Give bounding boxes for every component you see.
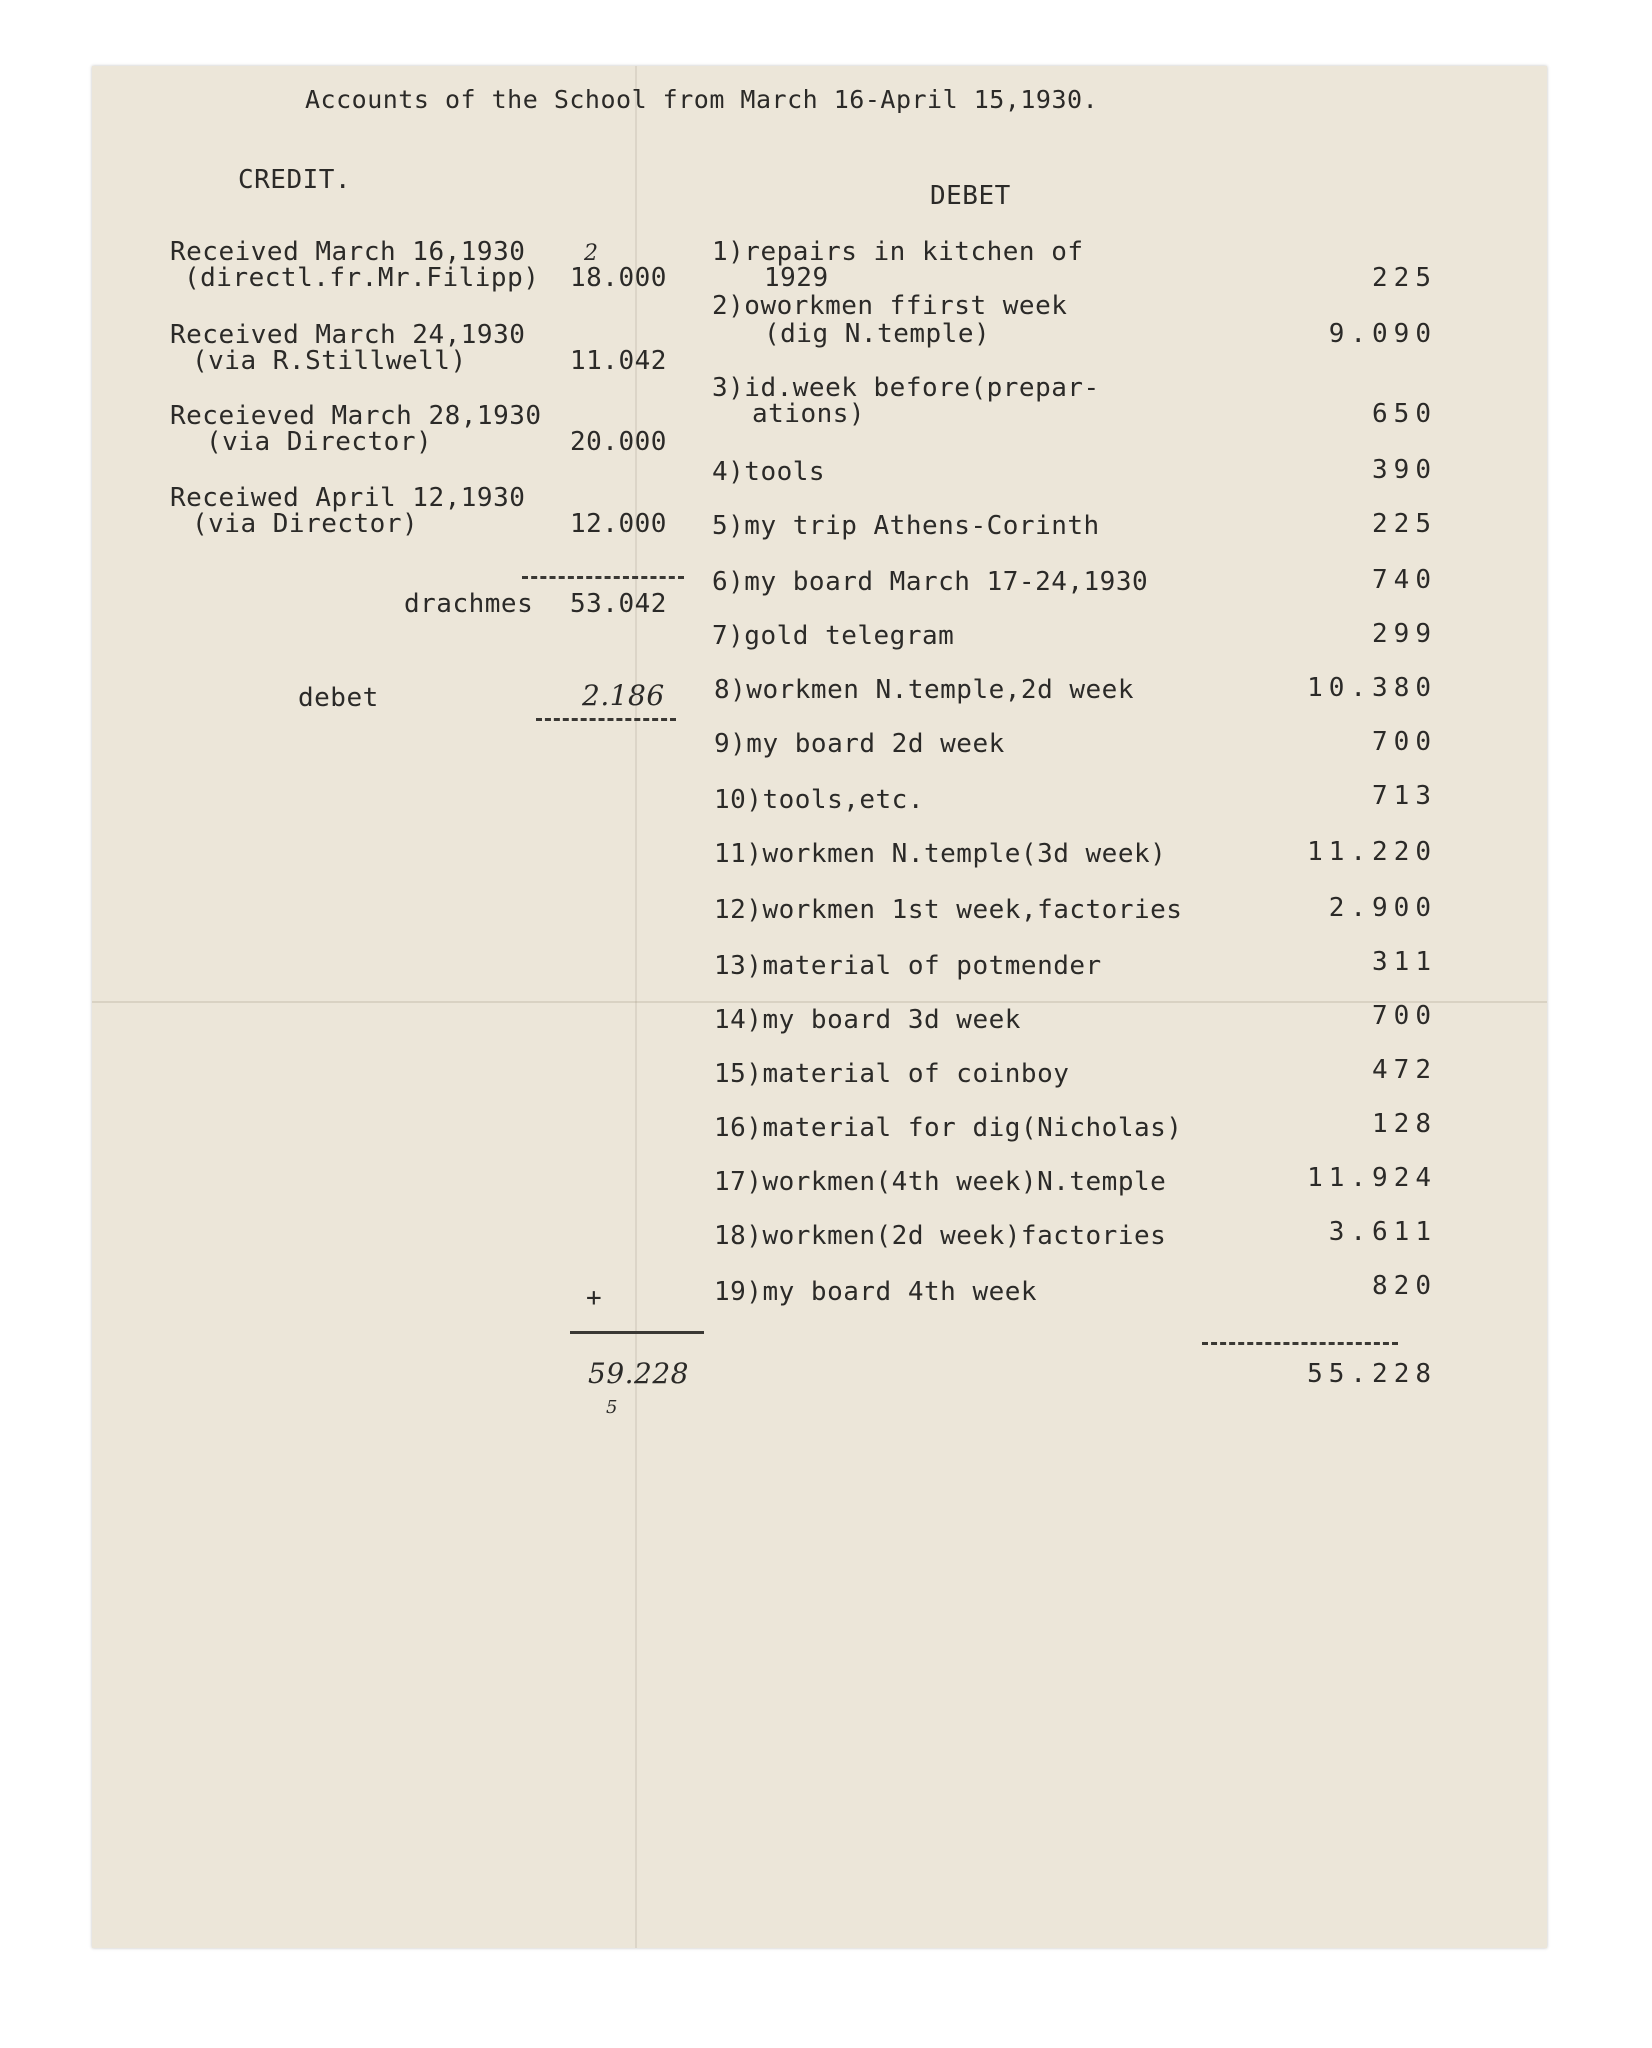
credit-entry-1-handwritten-note: 2 [584,241,599,266]
credit-total-amount: 53.042 [570,589,667,619]
credit-heading: CREDIT. [238,165,352,195]
credit-entry-2-line2: (via R.Stillwell) [192,346,467,376]
debet-item-13-amount: 311 [1372,947,1437,977]
debet-item-3-line1: 3)id.week before(prepar- [712,373,1100,403]
debet-heading: DEBET [930,181,1011,211]
debet-item-4: 4)tools [712,457,826,487]
credit-debet-amount: 2.186 [582,679,665,712]
credit-entry-2-line1: Received March 24,1930 [170,320,526,350]
debet-item-3-amount: 650 [1372,399,1437,429]
plus-sign: + [586,1283,603,1313]
debet-item-6: 6)my board March 17-24,1930 [712,567,1149,597]
credit-final-total: 59.228 [588,1357,689,1390]
credit-entry-3-line1: Receieved March 28,1930 [170,401,542,431]
debet-item-10: 10)tools,etc. [714,785,924,815]
debet-item-9-amount: 700 [1372,727,1437,757]
debet-dash-rule [1202,1342,1398,1345]
credit-entry-2-amount: 11.042 [570,346,667,376]
debet-item-7-amount: 299 [1372,619,1437,649]
debet-item-14-amount: 700 [1372,1001,1437,1031]
debet-total: 55.228 [1307,1359,1437,1389]
credit-entry-3-amount: 20.000 [570,427,667,457]
credit-entry-1-line1: Received March 16,1930 [170,237,526,267]
debet-item-16: 16)material for dig(Nicholas) [714,1113,1183,1143]
debet-item-17: 17)workmen(4th week)N.temple [714,1167,1167,1197]
credit-dash-rule [522,576,684,579]
debet-item-2-amount: 9.090 [1328,319,1437,349]
credit-entry-3-line2: (via Director) [206,427,433,457]
credit-final-note: 5 [606,1397,618,1418]
document-page [92,66,1547,1948]
credit-debet-dash-rule [536,718,676,721]
debet-item-19: 19)my board 4th week [714,1277,1038,1307]
debet-item-5: 5)my trip Athens-Corinth [712,511,1100,541]
debet-item-3-line2: ations) [752,399,866,429]
debet-item-17-amount: 11.924 [1307,1163,1437,1193]
debet-item-8-amount: 10.380 [1307,673,1437,703]
debet-item-12: 12)workmen 1st week,factories [714,895,1183,925]
debet-item-8: 8)workmen N.temple,2d week [714,675,1134,705]
debet-item-10-amount: 713 [1372,781,1437,811]
debet-item-19-amount: 820 [1372,1271,1437,1301]
debet-item-7: 7)gold telegram [712,621,955,651]
credit-entry-4-line2: (via Director) [192,509,419,539]
debet-item-1-line1: 1)repairs in kitchen of [712,237,1084,267]
debet-item-11: 11)workmen N.temple(3d week) [714,839,1167,869]
debet-item-13: 13)material of potmender [714,951,1102,981]
credit-entry-4-line1: Receiwed April 12,1930 [170,483,526,513]
debet-item-12-amount: 2.900 [1328,893,1437,923]
debet-item-18-amount: 3.611 [1328,1217,1437,1247]
debet-item-15-amount: 472 [1372,1055,1437,1085]
credit-entry-1-line2: (directl.fr.Mr.Filipp) [184,263,540,293]
debet-item-1-amount: 225 [1372,263,1437,293]
debet-item-4-amount: 390 [1372,455,1437,485]
debet-item-1-line2: 1929 [764,263,829,293]
debet-item-16-amount: 128 [1372,1109,1437,1139]
fold-line-horizontal [92,1001,1547,1003]
credit-debet-label: debet [298,683,379,713]
debet-item-14: 14)my board 3d week [714,1005,1021,1035]
debet-item-5-amount: 225 [1372,509,1437,539]
debet-item-6-amount: 740 [1372,565,1437,595]
credit-entry-4-amount: 12.000 [570,509,667,539]
document-title: Accounts of the School from March 16-April 15,1930. [305,85,1099,114]
debet-item-2-line1: 2)oworkmen ffirst week [712,291,1068,321]
debet-item-18: 18)workmen(2d week)factories [714,1221,1167,1251]
debet-item-11-amount: 11.220 [1307,837,1437,867]
debet-item-9: 9)my board 2d week [714,729,1005,759]
debet-item-15: 15)material of coinboy [714,1059,1070,1089]
credit-sum-rule [570,1331,704,1334]
debet-item-2-line2: (dig N.temple) [764,319,991,349]
credit-entry-1-amount: 18.000 [570,263,667,293]
credit-total-label: drachmes [404,589,534,619]
